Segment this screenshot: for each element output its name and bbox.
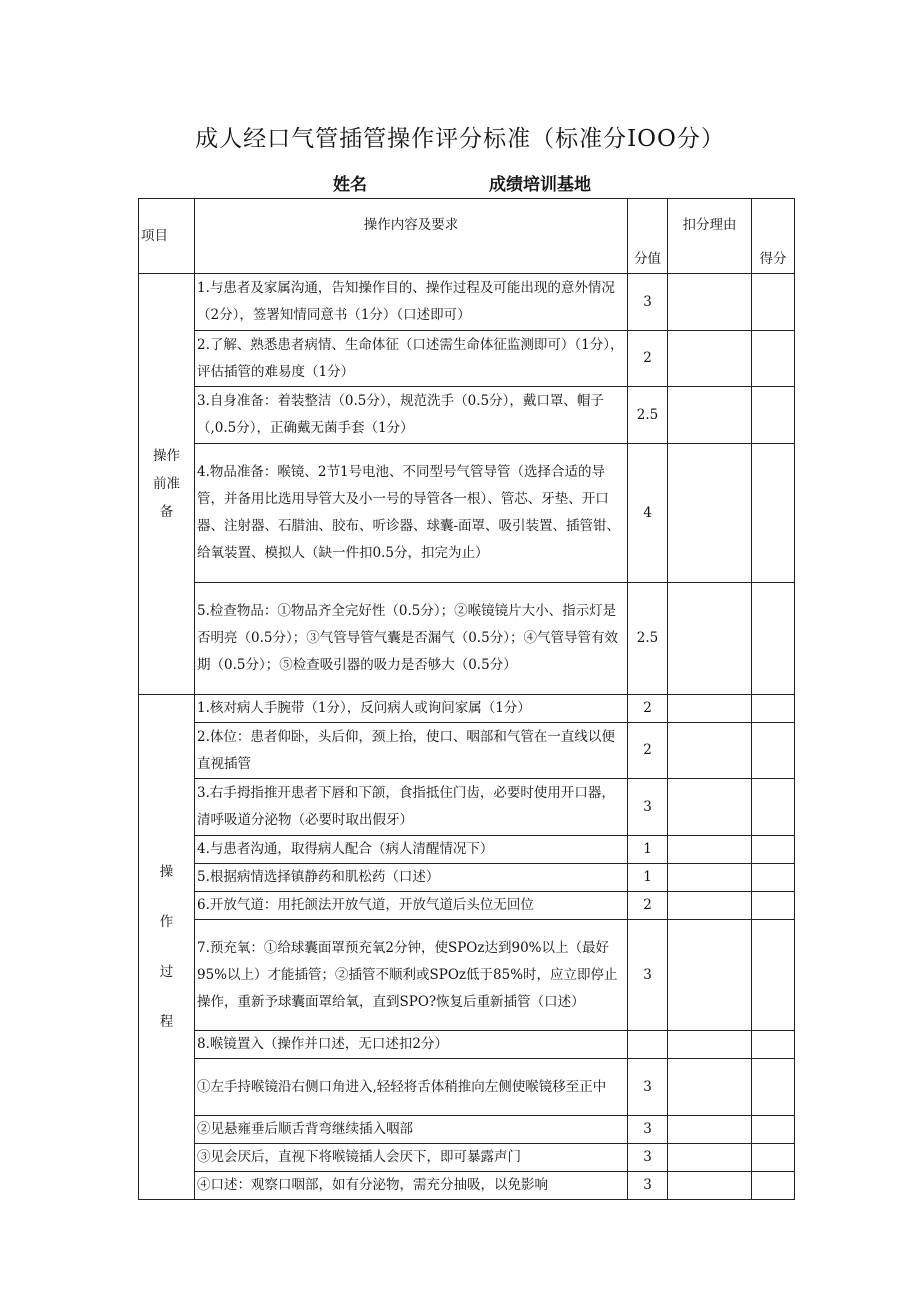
row-content: 3.右手拇指推开患者下唇和下颌，食指抵住门齿，必要时使用开口器，清呼吸道分泌物（必要时取出假牙） — [195, 779, 628, 836]
row-reason-cell — [668, 444, 752, 583]
row-score: 3 — [628, 920, 668, 1031]
header-deduction-reason: 扣分理由 — [668, 199, 752, 274]
row-reason-cell — [668, 274, 752, 331]
row-reason-cell — [668, 836, 752, 864]
row-got-cell — [752, 583, 795, 695]
row-content: 1.核对病人手腕带（1分），反问病人或询问家属（1分） — [195, 695, 628, 723]
row-got-cell — [752, 1144, 795, 1172]
row-score: 2.5 — [628, 387, 668, 444]
row-reason-cell — [668, 387, 752, 444]
table-row — [139, 387, 795, 444]
page-title: 成人经口气管插管操作评分标准（标准分IOO分） — [195, 126, 725, 152]
row-content: 4.物品准备：喉镜、2节1号电池、不同型号气管导管（选择合适的导管，并备用比选用导管大及小一号的导管各一根）、管芯、牙垫、开口器、注射器、石腊油、胶布、听诊器、球囊-面罩、吸引装置、插管钳、给氧装置、模拟人（缺一件扣0.5分，扣完为止） — [195, 444, 628, 583]
row-got-cell — [752, 387, 795, 444]
row-got-cell — [752, 1116, 795, 1144]
row-score: 4 — [628, 444, 668, 583]
table-row — [139, 1144, 795, 1172]
row-score: 2 — [628, 892, 668, 920]
row-got-cell — [752, 695, 795, 723]
table-row — [139, 892, 795, 920]
row-content: 6.开放气道：用托颌法开放气道，开放气道后头位无回位 — [195, 892, 628, 920]
row-score: 3 — [628, 1144, 668, 1172]
table-row — [139, 583, 795, 695]
row-reason-cell — [668, 779, 752, 836]
table-row — [139, 864, 795, 892]
row-reason-cell — [668, 1059, 752, 1116]
row-content: ②见悬雍垂后顺舌背弯继续插入咽部 — [195, 1116, 628, 1144]
row-score: 3 — [628, 779, 668, 836]
section-label-prep — [139, 274, 195, 695]
header-content: 操作内容及要求 — [195, 199, 628, 274]
row-got-cell — [752, 723, 795, 779]
row-reason-cell — [668, 1144, 752, 1172]
row-content: 4.与患者沟通，取得病人配合（病人清醒情况下） — [195, 836, 628, 864]
row-score: 1 — [628, 836, 668, 864]
row-reason-cell — [668, 920, 752, 1031]
row-got-cell — [752, 274, 795, 331]
table-row — [139, 444, 795, 583]
row-reason-cell — [668, 1172, 752, 1200]
table-row — [139, 1031, 795, 1059]
row-got-cell — [752, 779, 795, 836]
section-label-line: 程 — [159, 1014, 174, 1030]
section-label-line: 操 — [159, 864, 174, 880]
table-row — [139, 1059, 795, 1116]
row-content: 5.检查物品：①物品齐全完好性（0.5分）；②喉镜镜片大小、指示灯是否明亮（0.5分）；③气管导管气囊是否漏气（0.5分）；④气管导管有效期（0.5分）；⑤检查吸引器的吸力是否够大（0.5分） — [195, 583, 628, 695]
row-reason-cell — [668, 331, 752, 387]
row-score: 1 — [628, 864, 668, 892]
table-row — [139, 836, 795, 864]
row-content: 1.与患者及家属沟通，告知操作目的、操作过程及可能出现的意外情况（2分），签署知情同意书（1分）（口述即可） — [195, 274, 628, 331]
row-content: 7.预充氧：①给球囊面罩预充氧2分钟，使SPOz达到90%以上（最好95%以上）才能插管；②插管不顺利或SPOz低于85%时，应立即停止操作，重新予球囊面罩给氧，直到SPO?恢复后重新插管（口述） — [195, 920, 628, 1031]
row-reason-cell — [668, 723, 752, 779]
table-row — [139, 779, 795, 836]
row-got-cell — [752, 1059, 795, 1116]
row-got-cell — [752, 864, 795, 892]
row-content: ④口述：观察口咽部，如有分泌物，需充分抽吸，以免影响 — [195, 1172, 628, 1200]
scoring-table — [138, 198, 795, 1200]
table-header-row — [139, 199, 795, 274]
table-row — [139, 695, 795, 723]
row-got-cell — [752, 920, 795, 1031]
table-row — [139, 274, 795, 331]
row-score: 2 — [628, 723, 668, 779]
row-content: 8.喉镜置入（操作并口述，无口述扣2分） — [195, 1031, 628, 1059]
row-content: 3.自身准备：着装整洁（0.5分），规范洗手（0.5分），戴口罩、帽子（,0.5分），正确戴无菌手套（1分） — [195, 387, 628, 444]
row-content: 2.体位：患者仰卧，头后仰，颈上抬，使口、咽部和气管在一直线以便直视插管 — [195, 723, 628, 779]
table-row — [139, 920, 795, 1031]
row-score: 2 — [628, 695, 668, 723]
row-reason-cell — [668, 1116, 752, 1144]
row-got-cell — [752, 331, 795, 387]
row-got-cell — [752, 1172, 795, 1200]
row-got-cell — [752, 836, 795, 864]
header-item: 项目 — [139, 199, 195, 274]
row-got-cell — [752, 444, 795, 583]
row-got-cell — [752, 1031, 795, 1059]
row-score: 3 — [628, 1059, 668, 1116]
row-score: 3 — [628, 274, 668, 331]
row-score: 3 — [628, 1116, 668, 1144]
table-row — [139, 723, 795, 779]
row-score: 2 — [628, 331, 668, 387]
grade-base-label: 成绩培训基地 — [489, 175, 591, 195]
row-content: 2.了解、熟悉患者病情、生命体征（口述需生命体征监测即可）（1分），评估插管的难易度（1分） — [195, 331, 628, 387]
row-score: 3 — [628, 1172, 668, 1200]
table-row — [139, 1116, 795, 1144]
row-content: ③见会厌后，直视下将喉镜插人会厌下，即可暴露声门 — [195, 1144, 628, 1172]
section-label-line: 前准 — [153, 476, 180, 492]
table-row — [139, 1172, 795, 1200]
row-reason-cell — [668, 583, 752, 695]
row-got-cell — [752, 892, 795, 920]
section-label-process — [139, 695, 195, 1200]
name-label: 姓名 — [333, 175, 367, 195]
section-label-line: 作 — [159, 914, 174, 930]
row-score: 2.5 — [628, 583, 668, 695]
section-label-line: 操作 — [153, 448, 180, 464]
table-row — [139, 331, 795, 387]
header-score: 分值 — [628, 199, 668, 274]
row-reason-cell — [668, 864, 752, 892]
section-label-line: 过 — [159, 964, 174, 980]
section-label-line: 备 — [159, 504, 174, 520]
row-score — [628, 1031, 668, 1059]
row-content: ①左手持喉镜沿右侧口角进入,轻轻将舌体稍推向左侧使喉镜移至正中 — [195, 1059, 628, 1116]
row-reason-cell — [668, 1031, 752, 1059]
row-reason-cell — [668, 892, 752, 920]
header-points-got: 得分 — [752, 199, 795, 274]
row-reason-cell — [668, 695, 752, 723]
row-content: 5.根据病情选择镇静药和肌松药（口述） — [195, 864, 628, 892]
